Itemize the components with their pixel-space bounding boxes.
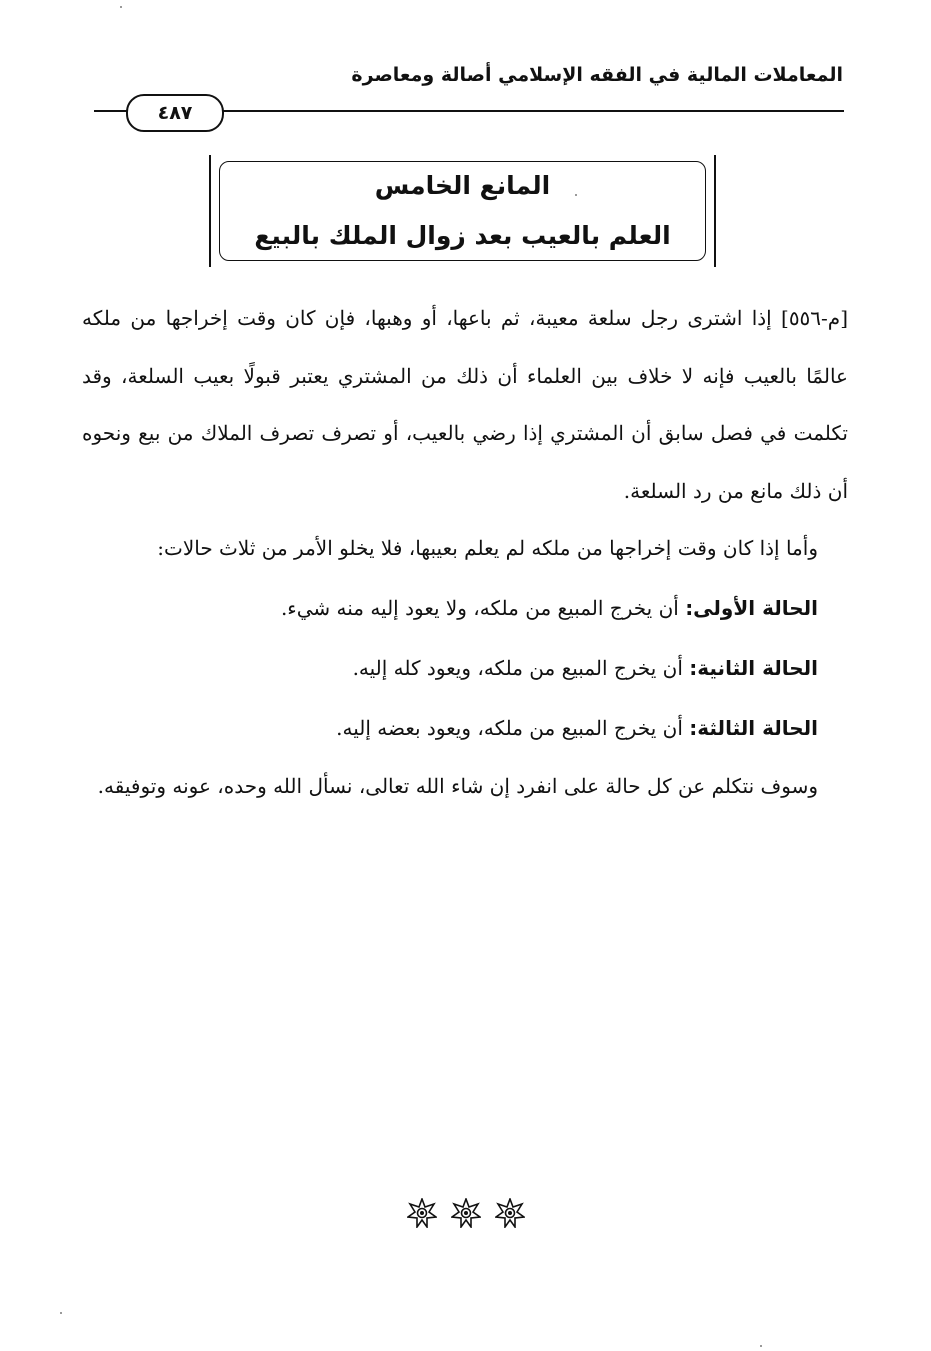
title-box [219,161,706,261]
case-item-2 [82,638,848,698]
flower-ornament-icon [407,1198,437,1228]
scan-speck [760,1345,762,1347]
paragraph-closing: وسوف نتكلم عن كل حالة على انفرد إن شاء الله تعالى، نسأل الله وحده، عونه وتوفيقه. [97,773,818,798]
case-item-3 [82,698,848,758]
body-text [82,290,848,815]
case-label: الحالة الأولى: [685,595,818,620]
flower-ornament-icon [495,1198,525,1228]
title-frame [209,155,716,267]
scan-speck [60,1312,62,1314]
section-title: المانع الخامس [374,171,551,200]
page-number: ٤٨٧ [126,94,224,132]
case-text: أن يخرج المبيع من ملكه، ويعود بعضه إليه. [336,715,683,740]
running-head: المعاملات المالية في الفقه الإسلامي أصالة ومعاصرة [351,64,843,86]
section-subtitle: العلم بالعيب بعد زوال الملك بالبيع [254,221,671,250]
paragraph-issue: [م-٥٥٦] إذا اشترى رجل سلعة معيبة، ثم باعها، أو وهبها، فإن كان وقت إخراجها من ملكه عالمًا بالعيب فإنه لا خلاف بين العلماء أن ذلك من المشتري يعتبر قبولًا بعيب السلعة، وقد تكلمت في فصل سابق أن المشتري إذا رضي بالعيب، أو تصرف تصرف الملاك من بيع ونحوه أن ذلك مانع من رد السلعة. [82,306,848,503]
scan-speck [575,194,577,196]
case-text: أن يخرج المبيع من ملكه، ولا يعود إليه منه شيء. [280,595,679,620]
case-text: أن يخرج المبيع من ملكه، ويعود كله إليه. [352,655,683,680]
case-label: الحالة الثانية: [689,655,818,680]
scan-speck [120,6,122,8]
paragraph-cases-intro: وأما إذا كان وقت إخراجها من ملكه لم يعلم بعيبها، فلا يخلو الأمر من ثلاث حالات: [157,536,818,560]
case-item-1 [82,578,848,638]
flower-ornament-icon [451,1198,481,1228]
case-label: الحالة الثالثة: [689,715,818,740]
ornament-row [0,1198,931,1228]
